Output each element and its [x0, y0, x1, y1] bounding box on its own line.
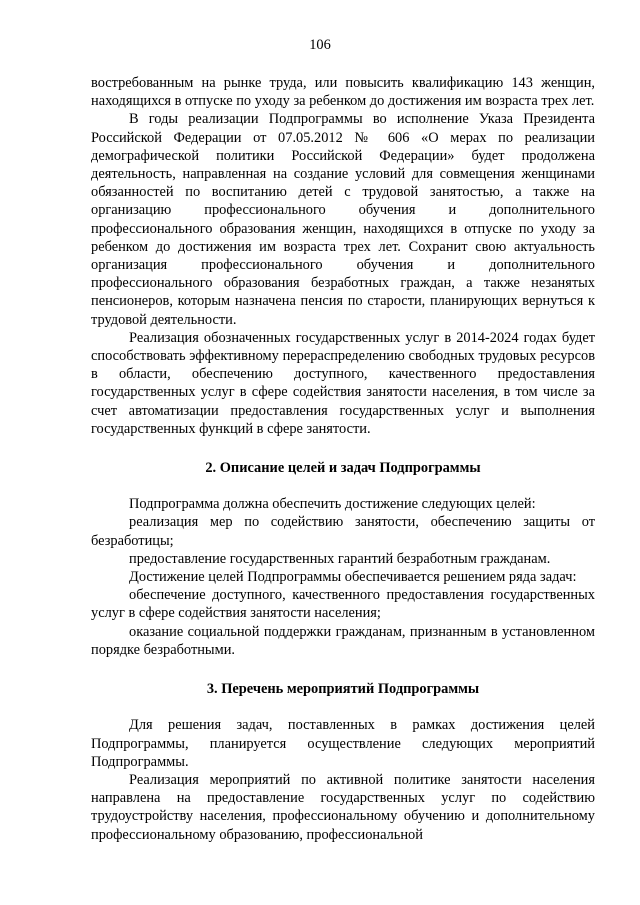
- list-item: реализация мер по содействию занятости, обеспечению защиты от безработицы;: [91, 514, 595, 549]
- page-content: [91, 74, 595, 844]
- page-number: 106: [309, 37, 331, 53]
- list-item: предоставление государственных гарантий безработным гражданам.: [129, 550, 551, 567]
- paragraph: Реализация мероприятий по активной политике занятости населения направлена на предоставление государственных услуг по содействию трудоустройству населения, профессиональному обучению и дополнительному профессиональному образованию, профессиональной: [91, 771, 595, 843]
- list-item: оказание социальной поддержки гражданам, признанным в установленном порядке безработными.: [91, 623, 595, 658]
- list-item: обеспечение доступного, качественного предоставления государственных услуг в сфере содействия занятости населения;: [91, 587, 595, 622]
- paragraph: Подпрограмма должна обеспечить достижение следующих целей:: [129, 496, 536, 513]
- paragraph: В годы реализации Подпрограммы во исполнение Указа Президента Российской Федерации от 07.05.2012 № 606 «О мерах по реализации демографической политики Российской Федерации» будет продолжена деятельность, направленная на создание условий для совмещения женщинами обязанностей по воспитанию детей с трудовой занятостью, а также на организацию профессионального обучения и дополнительного профессионального образования женщин, находящихся в отпуске по уходу за ребенком до достижения им возраста трех лет. Сохранит свою актуальность организация профессионального обучения и дополнительного профессионального образования безработных граждан, а также незанятых пенсионеров, которым назначена пенсия по старости, планирующих вернуться к трудовой деятельности.: [91, 111, 595, 328]
- paragraph: Достижение целей Подпрограммы обеспечивается решением ряда задач:: [129, 569, 577, 586]
- paragraph: Для решения задач, поставленных в рамках достижения целей Подпрограммы, планируется осуществление следующих мероприятий Подпрограммы.: [91, 717, 595, 770]
- paragraph: Реализация обозначенных государственных услуг в 2014-2024 годах будет способствовать эффективному перераспределению свободных трудовых ресурсов в области, обеспечению доступного, качественного предоставления государственных услуг в сфере содействия занятости населения, в том числе за счет автоматизации предоставления государственных услуг и выполнения государственных функций в сфере занятости.: [91, 329, 595, 437]
- section-heading: 2. Описание целей и задач Подпрограммы: [205, 460, 481, 477]
- section-heading: 3. Перечень мероприятий Подпрограммы: [206, 681, 480, 698]
- paragraph: востребованным на рынке труда, или повысить квалификацию 143 женщин, находящихся в отпуске по уходу за ребенком до достижения им возраста трех лет.: [91, 75, 595, 110]
